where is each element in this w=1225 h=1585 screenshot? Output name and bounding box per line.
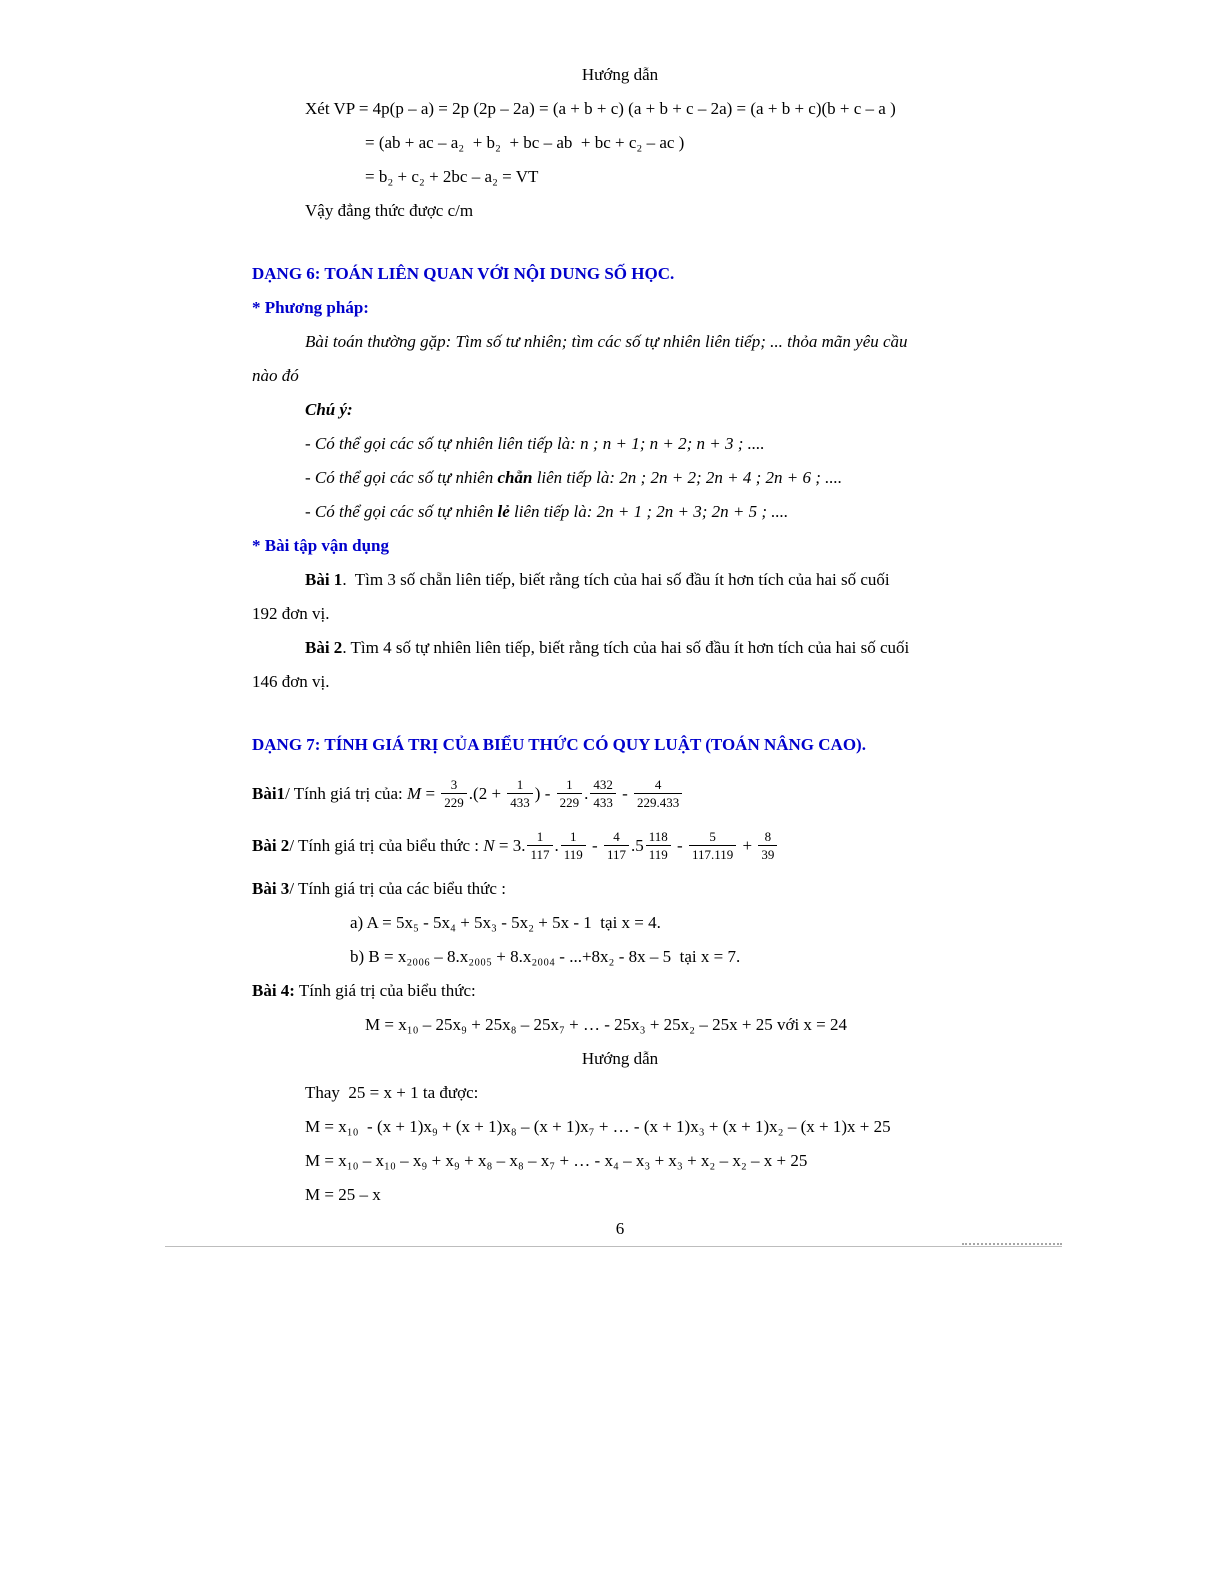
numerator: 3 — [441, 777, 467, 794]
numerator: 4 — [634, 777, 682, 794]
dang7-heading: DẠNG 7: TÍNH GIÁ TRỊ CỦA BIỂU THỨC CÓ QUY LUẬT (TOÁN NÂNG CAO). — [252, 735, 866, 754]
denominator: 229 — [559, 794, 580, 810]
numerator: 432 — [590, 777, 616, 794]
bai2-text-segment: - — [672, 836, 687, 855]
fraction — [441, 777, 467, 810]
note-line-3-keyword: lẻ — [497, 502, 510, 521]
denominator: 229 — [444, 794, 464, 810]
note-line-2-keyword: chẵn — [497, 468, 533, 487]
bai4-intro: Tính giá trị của biểu thức: — [294, 981, 476, 1000]
note-line-3-pre: - Có thể gọi các số tự nhiên — [305, 502, 498, 521]
note-line-3 — [252, 495, 988, 529]
exercise-1-label: Bài 1 — [305, 570, 343, 589]
numerator: 118 — [646, 829, 671, 846]
bai2-variable: N — [483, 836, 495, 855]
document-content — [252, 58, 988, 1246]
solution-title: Hướng dẫn — [581, 1049, 659, 1068]
numerator: 1 — [527, 829, 552, 846]
bai2-equals: = 3. — [494, 836, 526, 855]
solution-step-3: M = 25 – x — [305, 1185, 381, 1204]
bai1-text-segment: . — [584, 784, 589, 803]
fraction — [557, 777, 583, 810]
bai3-item-a: a) A = 5x₅ - 5x₄ + 5x₃ - 5x₂ + 5x - 1 tại x = 4. — [350, 913, 661, 932]
denominator: 229.433 — [637, 794, 680, 810]
note-line-2 — [252, 461, 988, 495]
method-intro-line-1: Bài toán thường gặp: Tìm số tư nhiên; tìm các số tự nhiên liên tiếp; ... thỏa mãn yêu cầu — [305, 332, 908, 351]
bai3-intro: / Tính giá trị của các biểu thức : — [289, 879, 506, 898]
numerator: 8 — [758, 829, 777, 846]
solution-step-0: Thay 25 = x + 1 ta được: — [305, 1083, 479, 1102]
exercise-2-line-1 — [252, 631, 988, 665]
numerator: 1 — [507, 777, 533, 794]
denominator: 117 — [606, 846, 626, 862]
exercise-1-line-1 — [252, 563, 988, 597]
bai2-text-segment: . — [554, 836, 559, 855]
derivation-line-1: Xét VP = 4p(p – a) = 2p (2p – 2a) = (a + b + c) (a + b + c – 2a) = (a + b + c)(b + c – a ) — [305, 99, 896, 118]
method-intro-line-2: nào đó — [252, 366, 299, 385]
denominator: 119 — [563, 846, 583, 862]
exercise-2-text: . Tìm 4 số tự nhiên liên tiếp, biết rằng tích của hai số đầu ít hơn tích của hai số cuối — [342, 638, 910, 657]
numerator: 5 — [689, 829, 736, 846]
bai1-equals: = — [421, 784, 440, 803]
bai1-text-segment: - — [617, 784, 633, 803]
note-line-2-pre: - Có thể gọi các số tự nhiên — [305, 468, 498, 487]
method-label: * Phương pháp: — [252, 298, 369, 317]
fraction — [561, 829, 586, 862]
numerator: 4 — [604, 829, 629, 846]
bai2-intro: / Tính giá trị của biểu thức : — [289, 836, 484, 855]
note-line-2-post: liên tiếp là: 2n ; 2n + 2; 2n + 4 ; 2n + 6 ; .... — [532, 468, 843, 487]
denominator: 119 — [648, 846, 668, 862]
bai2-formula-line — [252, 820, 988, 872]
denominator: 433 — [593, 794, 613, 810]
bai1-formula-line — [252, 768, 988, 820]
bai1-label: Bài1 — [252, 784, 286, 803]
derivation-line-2: = (ab + ac – a₂ + b₂ + bc – ab + bc + c₂ – ac ) — [365, 133, 685, 152]
bai3-intro-line — [252, 872, 988, 906]
exercise-1-line-2: 192 đơn vị. — [252, 604, 330, 623]
solution-step-2: M = x₁₀ – x₁₀ – x₉ + x₉ + x₈ – x₈ – x₇ + … - x₄ – x₃ + x₃ + x₂ – x₂ – x + 25 — [305, 1151, 808, 1170]
bai1-text-segment: .(2 + — [468, 784, 506, 803]
bai2-text-segment: + — [738, 836, 757, 855]
bai4-label: Bài 4: — [252, 981, 295, 1000]
fraction — [527, 829, 552, 862]
fraction — [604, 829, 629, 862]
denominator: 117.119 — [691, 846, 734, 862]
bai1-text-segment: ) - — [534, 784, 555, 803]
fraction — [507, 777, 533, 810]
bai2-text-segment: .5 — [630, 836, 644, 855]
derivation-line-3: = b₂ + c₂ + 2bc – a₂ = VT — [365, 167, 539, 186]
bai2-label: Bài 2 — [252, 836, 290, 855]
bai3-label: Bài 3 — [252, 879, 290, 898]
numerator: 1 — [561, 829, 586, 846]
exercise-1-text: . Tìm 3 số chẵn liên tiếp, biết rằng tích của hai số đầu ít hơn tích của hai số cuối — [342, 570, 890, 589]
bai3-item-b: b) B = x₂₀₀₆ – 8.x₂₀₀₅ + 8.x₂₀₀₄ - ...+8x₂ - 8x – 5 tại x = 7. — [350, 947, 741, 966]
denominator: 433 — [510, 794, 530, 810]
page-number: 6 — [615, 1219, 625, 1238]
fraction — [590, 777, 616, 810]
fraction — [646, 829, 671, 862]
footer-divider — [165, 1246, 1062, 1247]
bai4-formula: M = x₁₀ – 25x₉ + 25x₈ – 25x₇ + … - 25x₃ + 25x₂ – 25x + 25 với x = 24 — [365, 1015, 848, 1034]
bai4-intro-line — [252, 974, 988, 1008]
denominator: 117 — [530, 846, 550, 862]
solution-step-1: M = x₁₀ - (x + 1)x₉ + (x + 1)x₈ – (x + 1)x₇ + … - (x + 1)x₃ + (x + 1)x₂ – (x + 1)x + 25 — [305, 1117, 891, 1136]
fraction — [634, 777, 682, 810]
bai1-intro: / Tính giá trị của: — [285, 784, 408, 803]
fraction — [689, 829, 736, 862]
numerator: 1 — [557, 777, 583, 794]
fraction — [758, 829, 777, 862]
exercise-2-label: Bài 2 — [305, 638, 343, 657]
dang6-heading: DẠNG 6: TOÁN LIÊN QUAN VỚI NỘI DUNG SỐ HỌC. — [252, 264, 675, 283]
footer-divider-dots — [962, 1243, 1062, 1245]
conclusion-line: Vậy đẳng thức được c/m — [305, 201, 474, 220]
exercise-2-line-2: 146 đơn vị. — [252, 672, 330, 691]
note-line-1: - Có thể gọi các số tự nhiên liên tiếp là: n ; n + 1; n + 2; n + 3 ; .... — [305, 434, 765, 453]
note-line-3-post: liên tiếp là: 2n + 1 ; 2n + 3; 2n + 5 ; .... — [509, 502, 789, 521]
bai2-text-segment: - — [587, 836, 602, 855]
bai1-variable: M — [407, 784, 422, 803]
denominator: 39 — [761, 846, 775, 862]
exercises-label: * Bài tập vận dụng — [252, 536, 389, 555]
note-label: Chú ý: — [305, 400, 353, 419]
guide-title-top: Hướng dẫn — [581, 65, 659, 84]
